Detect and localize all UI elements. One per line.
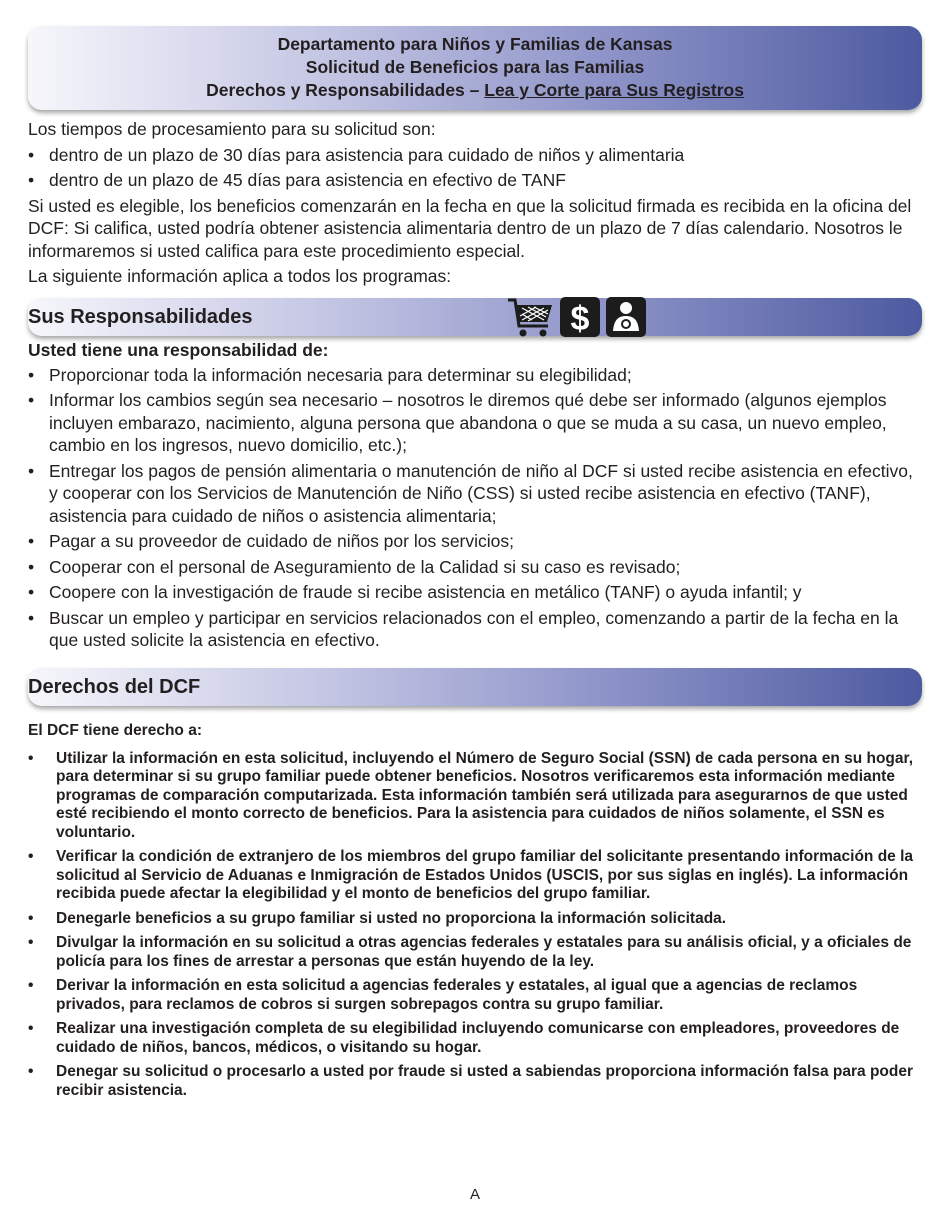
agency-name: Departamento para Niños y Familias de Kansas <box>277 34 673 54</box>
list-item: • Utilizar la información en esta solicitud, incluyendo el Número de Seguro Social (SSN) de cada persona en su hogar, para determinar si su grupo familiar puede obtener beneficios. Nosotros verificaremos esta información mediante programas de comparación computarizada. Esta información también será utilizada para asegurarnos de que usted esté recibiendo el monto correcto de beneficios. Para la asistencia para cuidados de niños solamente, el SSN es voluntario. <box>28 750 922 843</box>
list-item: • Realizar una investigación completa de su elegibilidad incluyendo comunicarse con empleadores, proveedores de cuidado de niños, bancos, médicos, o visitando su hogar. <box>28 1020 922 1057</box>
title-banner <box>28 26 922 110</box>
list-item: • dentro de un plazo de 45 días para asistencia en efectivo de TANF <box>28 169 922 192</box>
responsibilities-list <box>28 364 922 652</box>
list-item: • Coopere con la investigación de fraude si recibe asistencia en metálico (TANF) o ayuda infantil; y <box>28 581 922 604</box>
list-item: • Divulgar la información en su solicitud a otras agencias federales y estatales para su análisis oficial, y a oficiales de policía para los fines de arrestar a personas que están huyendo de la ley. <box>28 934 922 971</box>
processing-intro: Los tiempos de procesamiento para su solicitud son: <box>28 119 436 139</box>
list-item: • Derivar la información en esta solicitud a agencias federales y estatales, al igual que a agencias de reclamos privados, para reclamos de cobros si surgen sobrepagos contra su grupo familiar. <box>28 977 922 1014</box>
responsibilities-banner <box>28 298 922 336</box>
list-item: • Cooperar con el personal de Aseguramiento de la Calidad si su caso es revisado; <box>28 556 922 579</box>
rights-lead: El DCF tiene derecho a: <box>28 721 202 739</box>
section-title: Derechos del DCF <box>28 675 201 698</box>
list-item: • dentro de un plazo de 30 días para asistencia para cuidado de niños y alimentaria <box>28 144 922 167</box>
program-icons <box>506 296 646 338</box>
processing-list <box>28 144 922 192</box>
document-page <box>28 26 922 1100</box>
applies-text: La siguiente información aplica a todos los programas: <box>28 266 452 286</box>
page-number: A <box>469 1186 480 1203</box>
rights-banner <box>28 668 922 706</box>
dollar-icon <box>560 297 600 337</box>
list-item: • Pagar a su proveedor de cuidado de niños por los servicios; <box>28 530 922 553</box>
list-item: • Entregar los pagos de pensión alimentaria o manutención de niño al DCF si usted recibe asistencia en efectivo, y cooperar con los Servicios de Manutención de Niño (CSS) si usted recibe asistencia en efectivo (TANF), asistencia para cuidado de niños o asistencia alimentaria; <box>28 460 922 528</box>
list-item: • Informar los cambios según sea necesario – nosotros le diremos qué debe ser informado (algunos ejemplos incluyen embarazo, nacimiento, alguna persona que abandona o que se muda a su casa, un nuevo empleo, cambio en los ingresos, nuevo domicilio, etc.); <box>28 389 922 457</box>
shopping-cart-icon <box>506 296 554 338</box>
cut-instruction: Lea y Corte para Sus Registros <box>484 80 744 100</box>
section-title: Sus Responsabilidades <box>28 305 253 328</box>
list-item: • Denegar su solicitud o procesarlo a usted por fraude si usted a sabiendas proporciona información falsa para poder recibir asistencia. <box>28 1063 922 1100</box>
list-item: • Denegarle beneficios a su grupo familiar si usted no proporciona la información solicitada. <box>28 910 922 929</box>
list-item: • Buscar un empleo y participar en servicios relacionados con el empleo, comenzando a partir de la fecha en la que usted solicite la asistencia en efectivo. <box>28 607 922 652</box>
list-item: • Verificar la condición de extranjero de los miembros del grupo familiar del solicitante presentando información de la solicitud al Servicio de Aduanas e Inmigración de Estados Unidos (USCIS, por sus siglas en inglés). La información recibida puede afectar la elegibilidad y el monto de beneficios del grupo familiar. <box>28 848 922 904</box>
svg-text:$: $ <box>570 299 590 337</box>
rights-title: Derechos y Responsabilidades – Lea y Corte para Sus Registros <box>206 80 744 100</box>
list-item: • Proporcionar toda la información necesaria para determinar su elegibilidad; <box>28 364 922 387</box>
form-name: Solicitud de Beneficios para las Familias <box>305 57 645 77</box>
rights-list <box>28 750 922 1101</box>
eligibility-text: Si usted es elegible, los beneficios comenzarán en la fecha en que la solicitud firmada es recibida en la oficina del DCF: Si califica, usted podría obtener asistencia alimentaria dentro de un plazo de 7 días calendario. Nosotros le informaremos si usted califica para este procedimiento especial. <box>28 195 912 261</box>
child-care-icon <box>606 297 646 337</box>
responsibilities-lead: Usted tiene una responsabilidad de: <box>28 339 329 360</box>
